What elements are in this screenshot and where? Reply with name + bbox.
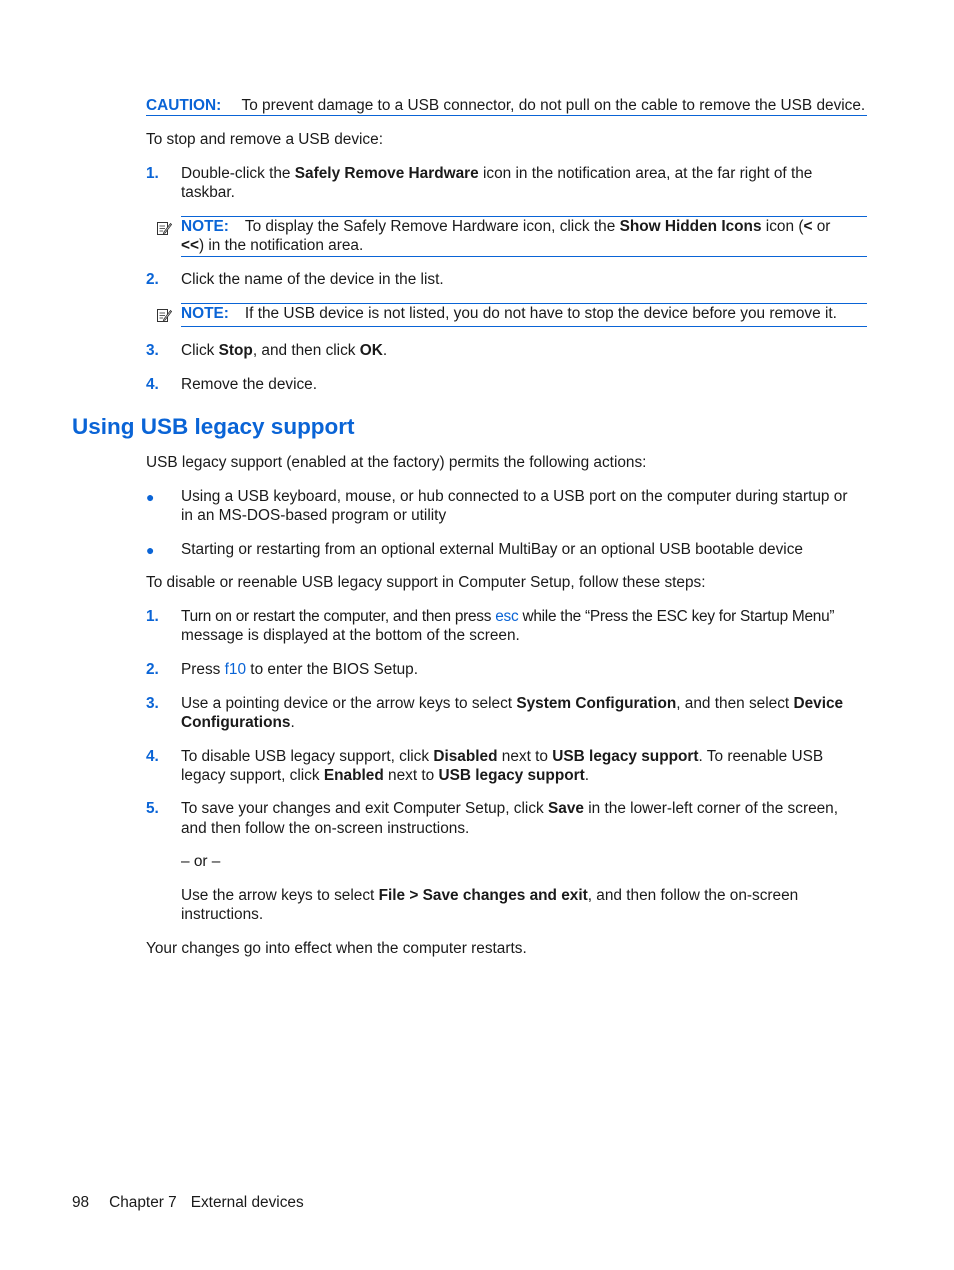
text: icon ( [761, 218, 804, 235]
bullet-dot: ● [146, 542, 155, 558]
step-text [181, 886, 798, 906]
text: or [812, 218, 831, 235]
step-text-line2: taskbar. [181, 184, 235, 201]
note1-line1 [181, 217, 830, 237]
text: If the USB device is not listed, you do not have to stop the device before you remove it. [244, 305, 837, 322]
step-number: 2. [146, 271, 159, 288]
text: in the lower-left corner of the screen, [583, 800, 839, 817]
bold-text: Disabled [433, 748, 498, 765]
step-text [181, 694, 843, 714]
bold-text: Configurations [181, 714, 291, 731]
page-footer [72, 1193, 304, 1213]
bold-text: < [803, 218, 813, 235]
text: To display the Safely Remove Hardware icon, click the [244, 218, 620, 235]
step-text: Remove the device. [181, 376, 318, 393]
step-text [181, 660, 418, 680]
text: Use the arrow keys to select [181, 887, 379, 904]
step-text-line2: and then follow the on-screen instructions. [181, 820, 470, 837]
chapter-title: External devices [190, 1194, 304, 1211]
text: Click [181, 342, 219, 359]
text: To disable USB legacy support, click [181, 748, 434, 765]
step-number: 1. [146, 165, 159, 182]
bold-text: Stop [218, 342, 253, 359]
step-number: 3. [146, 342, 159, 359]
key-esc: esc [495, 608, 519, 625]
caution-underline [146, 115, 867, 116]
step-text [181, 607, 834, 627]
bullet-text-line2: in an MS-DOS-based program or utility [181, 507, 447, 524]
bullet-dot: ● [146, 489, 155, 505]
step-text-line2 [181, 713, 295, 733]
note-icon [156, 307, 172, 323]
bold-text: USB legacy support [552, 748, 699, 765]
text: icon in the notification area, at the far right of the [478, 165, 813, 182]
note-icon [156, 220, 172, 236]
caution-text: To prevent damage to a USB connector, do not pull on the cable to remove the USB device. [241, 97, 866, 114]
step-number: 5. [146, 800, 159, 817]
bold-text: Save [548, 800, 584, 817]
bold-text: OK [359, 342, 383, 359]
step-text-line2 [181, 766, 589, 786]
text: next to [383, 767, 439, 784]
text: Turn on or restart the computer, and then press [181, 608, 496, 625]
note1-line2 [181, 236, 363, 256]
bold-text: File > Save changes and exit [378, 887, 588, 904]
step-text-line2: message is displayed at the bottom of the screen. [181, 627, 520, 644]
caution [146, 96, 865, 116]
note-label: NOTE: [181, 305, 229, 322]
step-text: Click the name of the device in the list. [181, 271, 444, 288]
note1-bottom-rule [181, 256, 867, 257]
note2-bottom-rule [181, 326, 867, 327]
bold-text: Device [793, 695, 844, 712]
bold-text: Enabled [323, 767, 384, 784]
step-text [181, 164, 812, 184]
bold-text: << [181, 237, 199, 254]
bullet-text: Starting or restarting from an optional external MultiBay or an optional USB bootable device [181, 541, 803, 558]
step-text [181, 341, 387, 361]
note2-line [181, 304, 837, 324]
text: next to [497, 748, 553, 765]
step-number: 3. [146, 695, 159, 712]
step-text [181, 799, 838, 819]
step-number: 4. [146, 376, 159, 393]
text: Use a pointing device or the arrow keys to select [181, 695, 517, 712]
step-text [181, 747, 823, 767]
text: , and then select [676, 695, 794, 712]
text: to enter the BIOS Setup. [246, 661, 418, 678]
caution-label: CAUTION: [146, 97, 222, 114]
note-label: NOTE: [181, 218, 229, 235]
chapter-label: Chapter 7 [109, 1194, 177, 1211]
stop-intro: To stop and remove a USB device: [146, 131, 383, 148]
legacy-intro: USB legacy support (enabled at the factory) permits the following actions: [146, 454, 647, 471]
key-f10: f10 [224, 661, 247, 678]
bold-text: System Configuration [516, 695, 677, 712]
text: while the “Press the ESC key for Startup Menu” [518, 608, 835, 625]
text: , and then click [252, 342, 360, 359]
step-number: 4. [146, 748, 159, 765]
bold-text: Show Hidden Icons [619, 218, 762, 235]
text: To save your changes and exit Computer Setup, click [181, 800, 548, 817]
step-number: 1. [146, 608, 159, 625]
text: . [290, 714, 295, 731]
or-separator: – or – [181, 853, 221, 870]
bold-text: USB legacy support [438, 767, 585, 784]
text: ) in the notification area. [198, 237, 364, 254]
step-number: 2. [146, 661, 159, 678]
text: , and then follow the on-screen [587, 887, 799, 904]
text: . [584, 767, 590, 784]
bullet-text: Using a USB keyboard, mouse, or hub connected to a USB port on the computer during startup or [181, 488, 848, 505]
bold-text: Safely Remove Hardware [294, 165, 479, 182]
text: legacy support, click [181, 767, 324, 784]
text: Press [181, 661, 225, 678]
section-heading: Using USB legacy support [72, 414, 355, 439]
disable-intro: To disable or reenable USB legacy support in Computer Setup, follow these steps: [146, 574, 706, 591]
text: . [382, 342, 388, 359]
page-number: 98 [72, 1194, 90, 1211]
text: . To reenable USB [698, 748, 824, 765]
closing-text: Your changes go into effect when the computer restarts. [146, 940, 527, 957]
step-text-line2: instructions. [181, 906, 264, 923]
text: Double-click the [181, 165, 295, 182]
